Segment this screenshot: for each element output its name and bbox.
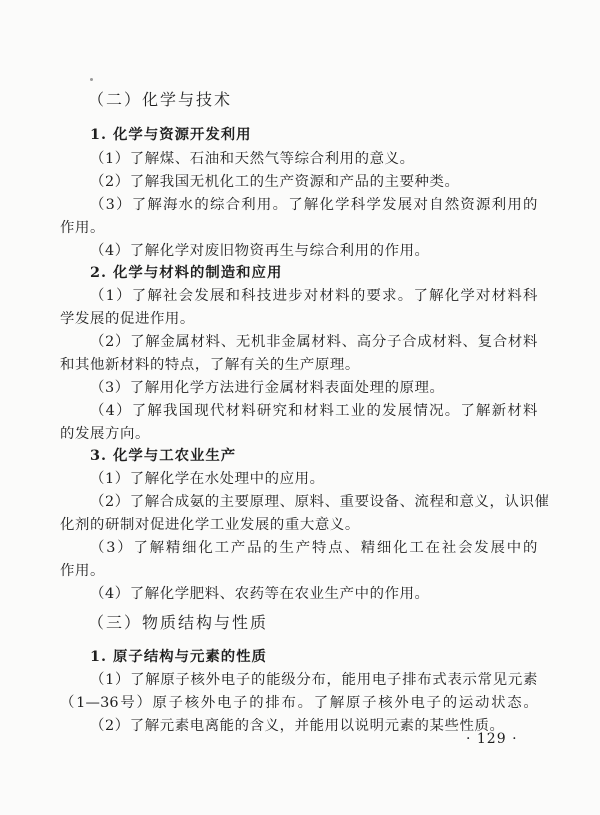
subsection-heading-atomic-structure: 1. 原子结构与元素的性质	[90, 648, 267, 665]
paragraph-line: 的发展方向。	[60, 426, 150, 442]
paragraph-line: （3）了解用化学方法进行金属材料表面处理的原理。	[90, 380, 445, 396]
paragraph-line: （2）了解金属材料、无机非金属材料、高分子合成材料、复合材料	[90, 334, 538, 350]
scan-speck	[90, 78, 93, 81]
paragraph-line: （1）了解社会发展和科技进步对材料的要求。了解化学对材料科	[90, 288, 538, 304]
paragraph-line: （3）了解海水的综合利用。了解化学科学发展对自然资源利用的	[90, 197, 538, 213]
paragraph-line: （1）了解原子核外电子的能级分布，能用电子排布式表示常见元素	[90, 672, 538, 688]
paragraph-line: （1）了解煤、石油和天然气等综合利用的意义。	[90, 151, 415, 167]
paragraph-line: 和其他新材料的特点，了解有关的生产原理。	[60, 357, 360, 373]
subsection-heading-industry-agriculture: 3. 化学与工农业生产	[90, 447, 237, 464]
paragraph-line: 作用。	[60, 220, 105, 236]
paragraph-line: （2）了解我国无机化工的生产资源和产品的主要种类。	[90, 174, 460, 190]
paragraph-line: （2）了解元素电离能的含义，并能用以说明元素的某些性质。	[90, 718, 505, 734]
section-heading-chemistry-and-technology: （二）化学与技术	[88, 90, 233, 109]
paragraph-line: （2）了解合成氨的主要原理、原料、重要设备、流程和意义，认识催	[90, 494, 550, 510]
paragraph-line: （1）了解化学在水处理中的应用。	[90, 471, 325, 487]
paragraph-line: （3）了解精细化工产品的生产特点、精细化工在社会发展中的	[90, 540, 538, 556]
page-number: · 129 ·	[466, 731, 518, 747]
paragraph-line: 化剂的研制对促进化学工业发展的重大意义。	[60, 517, 360, 533]
paragraph-line: （4）了解我国现代材料研究和材料工业的发展情况。了解新材料	[90, 403, 538, 419]
paragraph-line: （4）了解化学肥料、农药等在农业生产中的作用。	[90, 586, 430, 602]
subsection-heading-resources: 1. 化学与资源开发利用	[90, 126, 252, 143]
section-heading-structure-and-properties: （三）物质结构与性质	[88, 613, 269, 632]
paragraph-line: （1—36号）原子核外电子的排布。了解原子核外电子的运动状态。	[60, 695, 538, 711]
paragraph-line: （4）了解化学对废旧物资再生与综合利用的作用。	[90, 243, 430, 259]
paragraph-line: 作用。	[60, 563, 105, 579]
subsection-heading-materials: 2. 化学与材料的制造和应用	[90, 264, 283, 281]
paragraph-line: 学发展的促进作用。	[60, 311, 195, 327]
